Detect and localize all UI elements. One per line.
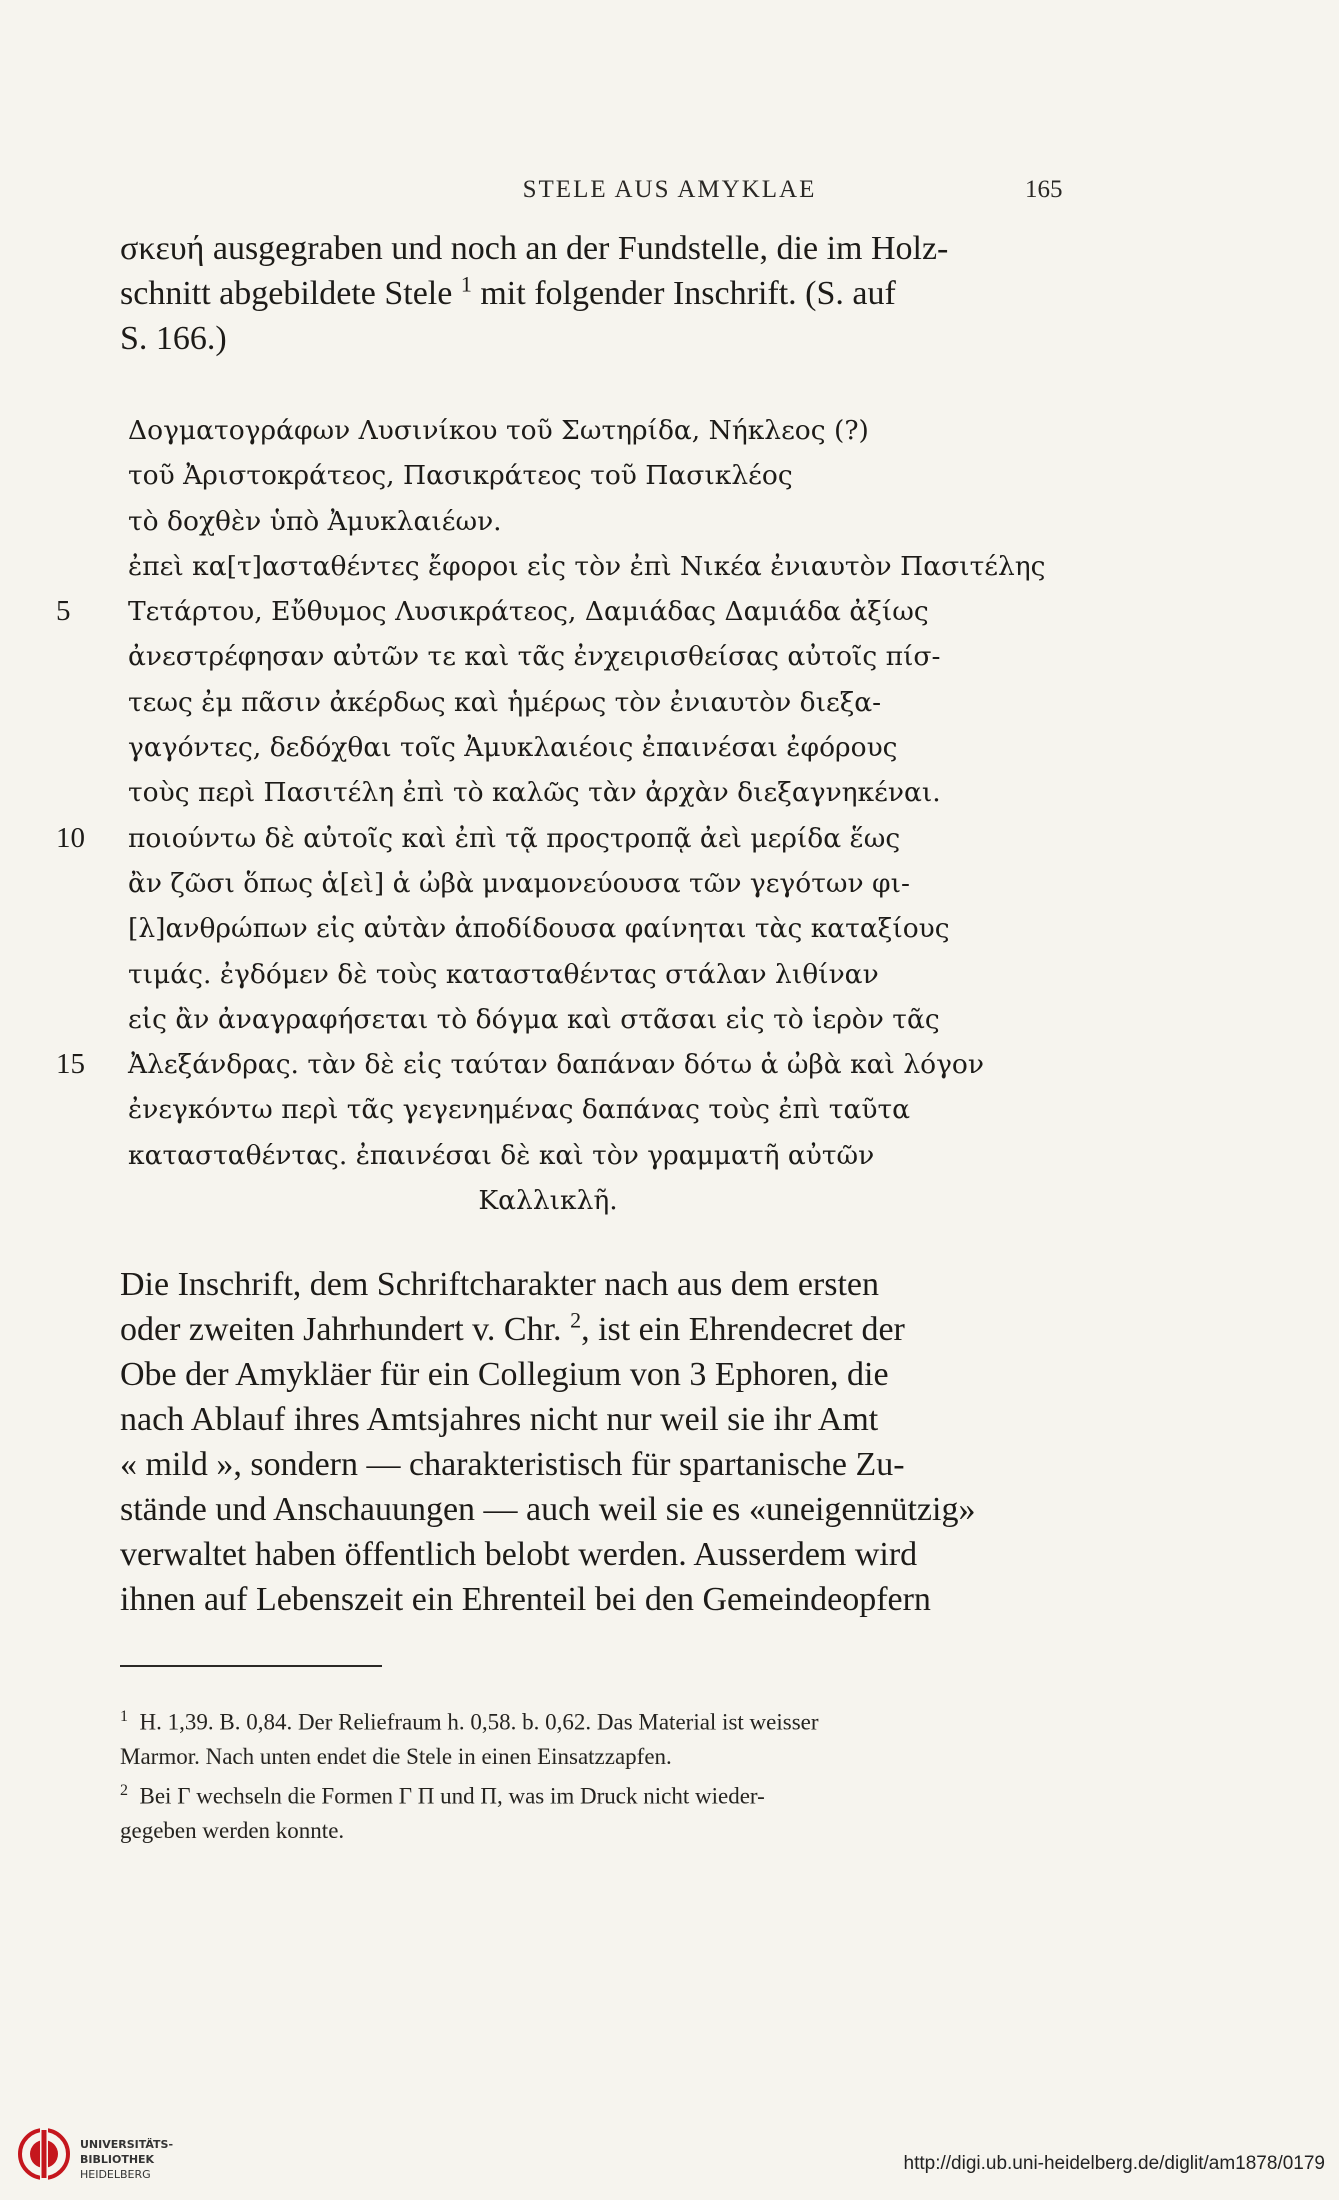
commentary-line: stände und Anschauungen — auch weil sie es «uneigennützig» — [120, 1491, 976, 1528]
inscription-line: τεως ἐμ πᾶσιν ἀκέρδως καὶ ἡμέρως τὸν ἐνιαυτὸν διεξα- — [128, 686, 882, 718]
commentary-line: ihnen auf Lebenszeit ein Ehrenteil bei den Gemeindeopfern — [120, 1581, 931, 1618]
inscription-line-10 — [56, 816, 1078, 861]
library-logo-icon — [14, 2124, 74, 2188]
commentary-paragraph — [120, 1262, 1070, 1622]
footnote-2 — [120, 1774, 1075, 1848]
intro-line-3: S. 166.) — [120, 320, 227, 357]
footnote-ref-2: 2 — [570, 1307, 582, 1333]
commentary-line — [120, 1307, 1070, 1352]
commentary-line-text: oder zweiten Jahrhundert v. Chr. — [120, 1311, 571, 1348]
footnote-1-mark: 1 — [120, 1708, 128, 1725]
inscription-line-5 — [56, 589, 1078, 634]
intro-line-1: σκευή ausgegraben und noch an der Fundstelle, die im Holz- — [120, 230, 949, 267]
page-number: 165 — [1025, 176, 1063, 203]
line-number-5: 5 — [56, 595, 71, 628]
footnote-2-mark: 2 — [120, 1782, 128, 1799]
library-name-line-1: UNIVERSITÄTS- — [80, 2138, 174, 2151]
library-name-line-2: BIBLIOTHEK — [80, 2153, 155, 2166]
footnote-1 — [120, 1700, 1075, 1774]
commentary-line: verwaltet haben öffentlich belobt werden. Ausserdem wird — [120, 1536, 918, 1573]
running-title: STELE AUS AMYKLAE — [522, 176, 817, 203]
footnote-1-line-2: Marmor. Nach unten endet die Stele in einen Einsatzzapfen. — [120, 1743, 672, 1769]
inscription-line-text: Τετάρτου, Εὔθυμος Λυσικράτεος, Δαμιάδας Δαμιάδα ἀξίως — [128, 596, 929, 628]
intro-paragraph — [120, 226, 1070, 361]
inscription-line: Δογματογράφων Λυσινίκου τοῦ Σωτηρίδα, Νήκλεος (?) — [128, 415, 869, 446]
footnote-1-line-1 — [120, 1700, 1075, 1740]
footnote-2-text: Bei Γ wechseln die Formen Γ Π und Π, was im Druck nicht wieder- — [139, 1783, 765, 1809]
inscription-line: ἀνεστρέφησαν αὐτῶν τε καὶ τᾶς ἐνχειρισθείσας αὐτοῖς πίσ- — [128, 641, 941, 673]
inscription-line: κατασταθέντας. ἐπαινέσαι δὲ καὶ τὸν γραμματῆ αὐτῶν — [128, 1139, 875, 1171]
inscription-line: ἂν ζῶσι ὅπως ἁ[εὶ] ἁ ὠβὰ μναμονεύουσα τῶν γεγότων φι- — [128, 867, 910, 899]
commentary-line: « mild », sondern — charakteristisch für spartanische Zu- — [120, 1446, 905, 1483]
line-number-10: 10 — [56, 821, 85, 854]
commentary-line: Die Inschrift, dem Schriftcharakter nach aus dem ersten — [120, 1266, 880, 1303]
inscription-line-15 — [56, 1042, 1078, 1087]
commentary-line: Obe der Amykläer für ein Collegium von 3 Ephoren, die — [120, 1356, 889, 1393]
inscription-line: ἐπεὶ κα[τ]ασταθέντες ἔφοροι εἰς τὸν ἐπὶ Νικέα ἐνιαυτὸν Πασιτέλης — [128, 550, 1046, 582]
inscription-line: τιμάς. ἐγδόμεν δὲ τοὺς κατασταθέντας στάλαν λιθίναν — [128, 958, 879, 990]
commentary-line-text-b: , ist ein Ehrendecret der — [581, 1311, 905, 1348]
inscription-line-signature: Καλλικλῆ. — [478, 1185, 618, 1217]
footnote-2-line-1 — [120, 1774, 1075, 1814]
greek-inscription — [56, 408, 1078, 1223]
inscription-line-text: ποιούντω δὲ αὐτοῖς καὶ ἐπὶ τᾷ προςτροπᾷ ἀεὶ μερίδα ἕως — [128, 822, 901, 854]
inscription-line: τὸ δοχθὲν ὑπὸ Ἀμυκλαιέων. — [128, 505, 502, 537]
library-name — [80, 2137, 173, 2182]
inscription-line: τοῦ Ἀριστοκράτεος, Πασικράτεος τοῦ Πασικλέος — [128, 460, 793, 492]
inscription-line: εἰς ἂν ἀναγραφήσεται τὸ δόγμα καὶ στᾶσαι εἰς τὸ ἱερὸν τᾶς — [128, 1003, 940, 1035]
footnote-1-text: H. 1,39. B. 0,84. Der Reliefraum h. 0,58. b. 0,62. Das Material ist weisser — [139, 1709, 819, 1735]
footnote-2-line-2: gegeben werden konnte. — [120, 1817, 345, 1843]
intro-line-2-text: schnitt abgebildete Stele — [120, 275, 461, 312]
inscription-line: ἐνεγκόντω περὶ τᾶς γεγενημένας δαπάνας τοὺς ἐπὶ ταῦτα — [128, 1094, 911, 1126]
footnote-divider — [120, 1665, 382, 1667]
line-number-15: 15 — [56, 1048, 85, 1081]
source-url-link[interactable]: http://digi.ub.uni-heidelberg.de/diglit/am1878/0179 — [903, 2153, 1325, 2174]
library-name-line-3: HEIDELBERG — [80, 2168, 151, 2181]
inscription-line-text: Ἀλεξάνδρας. τὰν δὲ εἰς ταύταν δαπάναν δότω ἁ ὠβὰ καὶ λόγον — [128, 1049, 984, 1081]
intro-line-2-text-b: mit folgender Inschrift. (S. auf — [471, 275, 896, 312]
intro-line-2 — [120, 271, 1070, 316]
inscription-line: τοὺς περὶ Πασιτέλη ἐπὶ τὸ καλῶς τὰν ἀρχὰν διεξαγνηκέναι. — [128, 777, 941, 809]
commentary-line: nach Ablauf ihres Amtsjahres nicht nur weil sie ihr Amt — [120, 1401, 879, 1438]
footnote-ref-1: 1 — [460, 271, 472, 297]
inscription-line: γαγόντες, δεδόχθαι τοῖς Ἀμυκλαιέοις ἐπαινέσαι ἐφόρους — [128, 732, 898, 764]
inscription-line: [λ]ανθρώπων εἰς αὐτὰν ἀποδίδουσα φαίνηται τὰς καταξίους — [128, 913, 950, 945]
